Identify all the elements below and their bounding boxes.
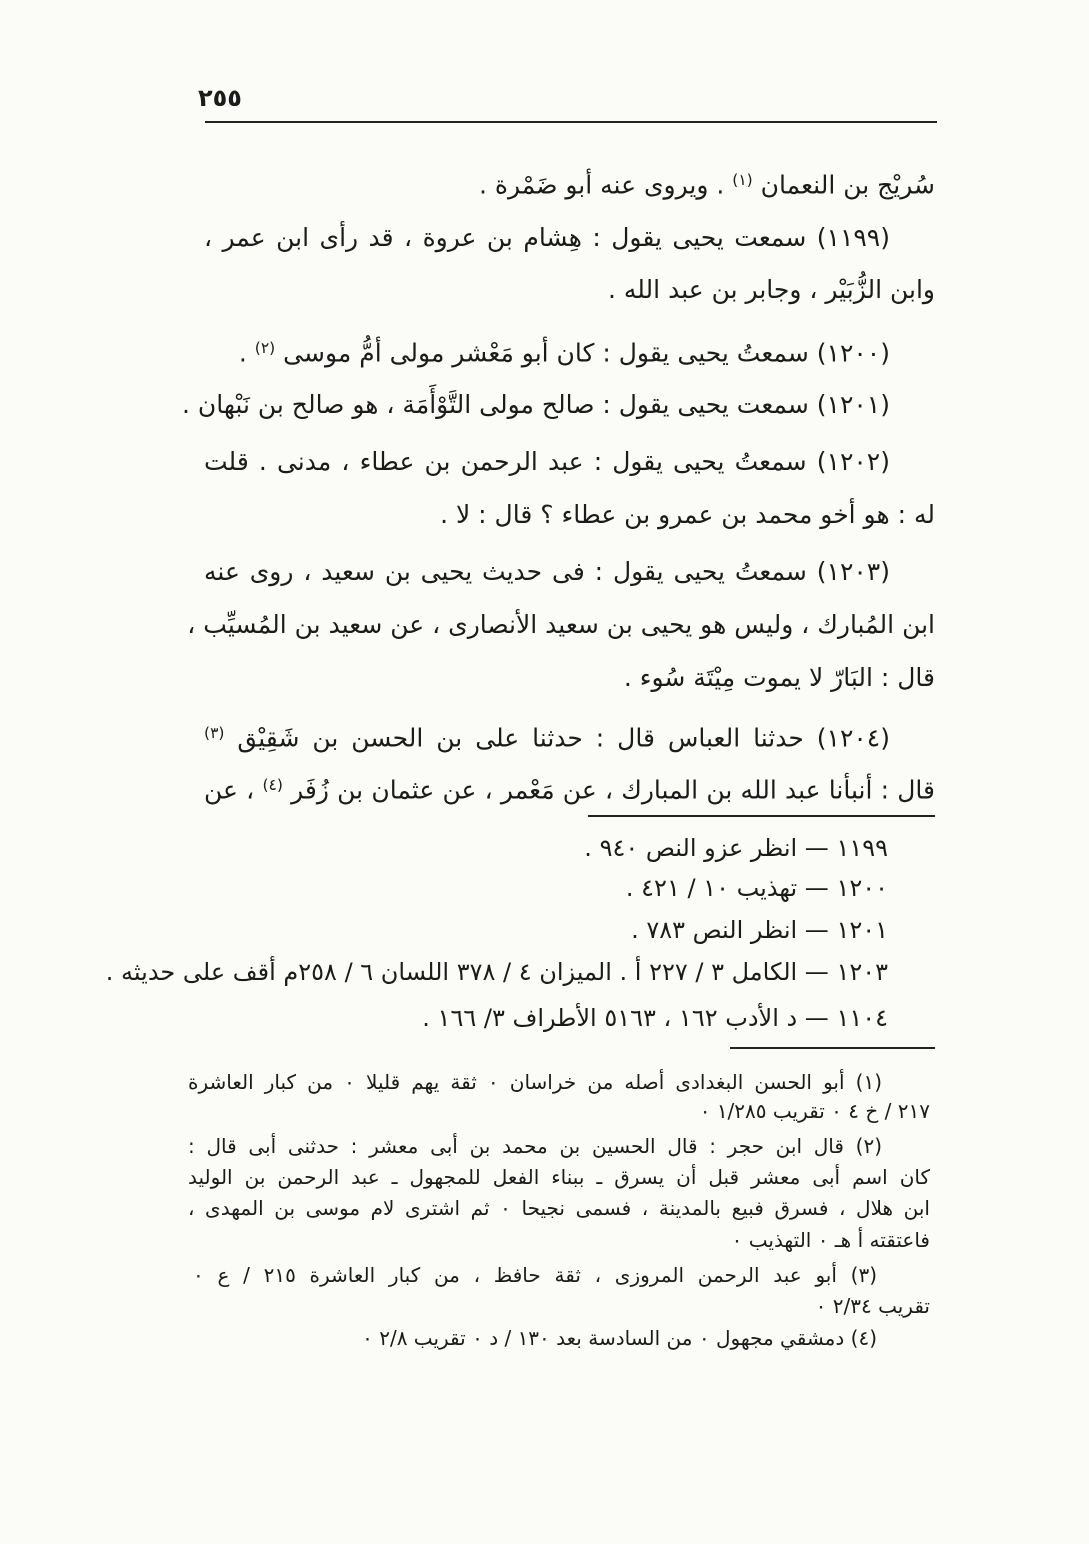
- crossref-line: ١٢٠٣ — الكامل ٣ / ٢٢٧ أ . الميزان ٤ / ٣٧٨ اللسان ٦ / ٢٥٨م أقف على حديثه .: [105, 958, 888, 986]
- body-line-3: وابن الزُّبَيْر ، وجابر بن عبد الله .: [607, 275, 935, 304]
- body-text: .: [238, 338, 247, 368]
- footnote-ref-2: (٢): [254, 339, 276, 357]
- footnote-rule: [730, 1047, 935, 1049]
- footnote-line: ابن هلال ، فسرق فبيع بالمدينة ، فسمى نجيحا ٠ ثم اشترى لام موسى بن المهدى ،: [188, 1196, 930, 1220]
- body-line-9: ابن المُبارك ، وليس هو يحيى بن سعيد الأنصارى ، عن سعيد بن المُسيِّب ،: [187, 610, 935, 639]
- body-line-2: (١١٩٩) سمعت يحيى يقول : هِشام بن عروة ، قد رأى ابن عمر ،: [204, 223, 890, 252]
- crossref-line: ١٢٠٠ — تهذيب ١٠ / ٤٢١ .: [625, 874, 888, 902]
- body-line-6: (١٢٠٢) سمعتُ يحيى يقول : عبد الرحمن بن عطاء ، مدنى . قلت: [204, 447, 890, 476]
- body-line-4: [204, 328, 890, 368]
- footnote-ref-3: (٣): [204, 724, 225, 742]
- body-text: سُريْج بن النعمان: [760, 170, 935, 200]
- header-rule: [205, 121, 937, 123]
- body-line-5: (١٢٠١) سمعت يحيى يقول : صالح مولى التَّوْأَمَة ، هو صالح بن نَبْهان .: [182, 390, 890, 419]
- body-line-10: قال : البَارّ لا يموت مِيْتَة سُوء .: [623, 663, 935, 692]
- footnote-line: فاعتقته أ هـ ٠ التهذيب ٠: [731, 1228, 930, 1252]
- footnote-ref-1: (١): [732, 171, 753, 189]
- footnote-line: (٣) أبو عبد الرحمن المروزى ، ثقة حافظ ، من كبار العاشرة ٢١٥ / ع ٠: [193, 1263, 877, 1287]
- body-text: قال : أنبأنا عبد الله بن المبارك ، عن مَعْمر ، عن عثمان بن زُفَر: [291, 775, 935, 805]
- body-line-11: [204, 713, 890, 753]
- crossref-line: ١١٩٩ — انظر عزو النص ٩٤٠ .: [584, 834, 888, 862]
- body-text: . ويروى عنه أبو ضَمْرة .: [478, 170, 725, 200]
- footnote-ref-4: (٤): [262, 776, 283, 794]
- footnote-line: كان اسم أبى معشر قبل أن يسرق ـ ببناء الفعل للمجهول ـ عبد الرحمن بن الوليد: [188, 1165, 930, 1189]
- body-line-8: (١٢٠٣) سمعتُ يحيى يقول : فى حديث يحيى بن سعيد ، روى عنه: [204, 557, 890, 586]
- body-line-12: [204, 765, 935, 805]
- footnote-line: (٤) دمشقي مجهول ٠ من السادسة بعد ١٣٠ / د ٠ تقريب ٢/٨ ٠: [362, 1326, 877, 1350]
- footnote-line: (١) أبو الحسن البغدادى أصله من خراسان ٠ ثقة يهم قليلا ٠ من كبار العاشرة: [188, 1070, 882, 1094]
- body-text: (١٢٠٠) سمعتُ يحيى يقول : كان أبو مَعْشر مولى أمُّ موسى: [283, 338, 890, 368]
- body-text: (١٢٠٤) حدثنا العباس قال : حدثنا على بن الحسن بن شَقِيْق: [237, 723, 890, 753]
- body-line-7: له : هو أخو محمد بن عمرو بن عطاء ؟ قال : لا .: [440, 500, 935, 529]
- page-number: ٢٥٥: [198, 84, 242, 112]
- crossref-line: ١٢٠١ — انظر النص ٧٨٣ .: [631, 916, 888, 944]
- footnote-line: ٢١٧ / خ ٤ ٠ تقريب ١/٢٨٥ ٠: [699, 1099, 930, 1123]
- crossref-rule: [588, 815, 935, 817]
- footnote-line: تقريب ٢/٣٤ ٠: [815, 1294, 930, 1318]
- body-text: ، عن: [204, 775, 255, 805]
- body-line-1: [204, 160, 935, 200]
- footnote-line: (٢) قال ابن حجر : قال الحسين بن محمد بن أبى معشر : حدثنى أبى قال :: [188, 1134, 882, 1158]
- crossref-line: ١١٠٤ — د الأدب ١٦٢ ، ٥١٦٣ الأطراف ٣/ ١٦٦ .: [422, 1004, 888, 1032]
